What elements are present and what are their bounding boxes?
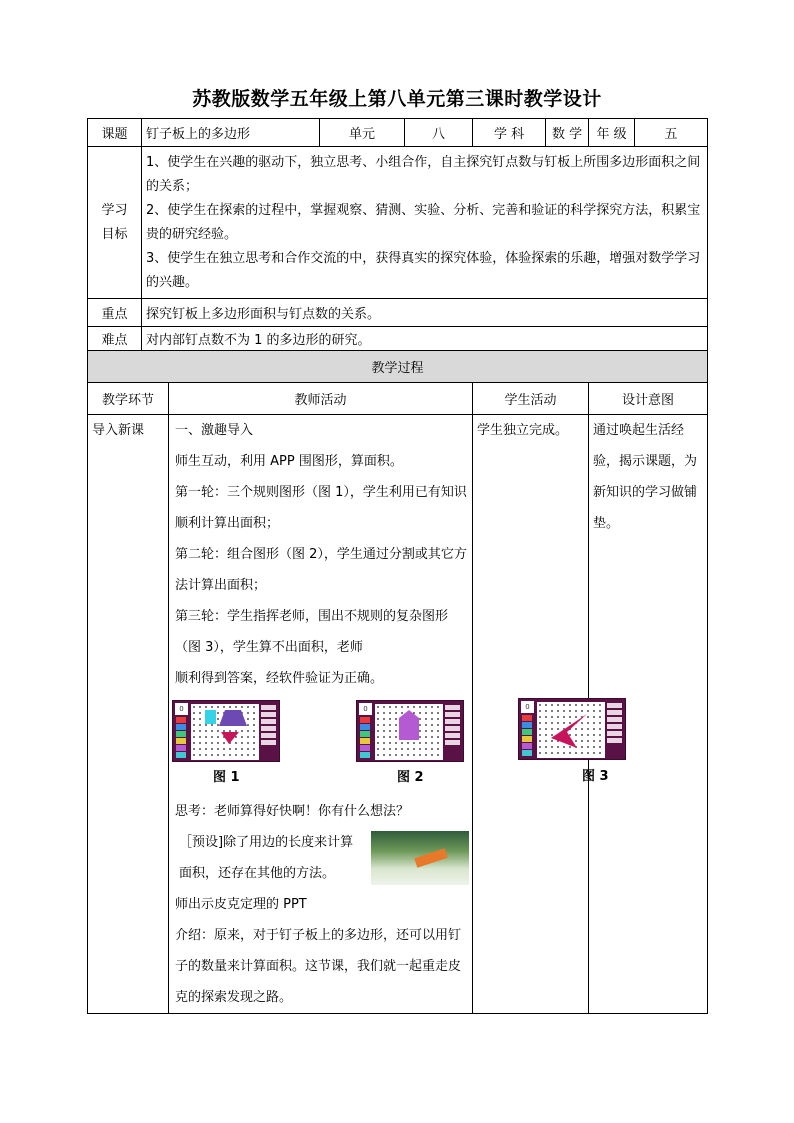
side-buttons xyxy=(445,705,460,747)
student-activity: 学生独立完成。 0 xyxy=(473,415,589,1014)
figure-caption-1: 图 1 xyxy=(213,770,240,785)
color-palette xyxy=(522,715,534,757)
app-screenshot-1 xyxy=(172,700,280,762)
lesson-plan-table xyxy=(87,118,708,1014)
difficulty-label: 难点 xyxy=(88,327,142,351)
objectives-label: 学习 目标 xyxy=(88,147,142,299)
col-teacher: 教师活动 xyxy=(169,383,473,415)
key-point-row xyxy=(88,299,708,327)
shapes-figure-2 xyxy=(375,704,443,760)
count-display: 0 xyxy=(521,701,534,713)
col-stage: 教学环节 xyxy=(88,383,169,415)
design-intent: 通过唤起生活经验，揭示课题，为新知识的学习做铺垫。 xyxy=(589,415,708,1014)
subject-value: 数 学 xyxy=(546,119,589,147)
figure-row xyxy=(175,694,469,796)
teacher-intro2: 介绍：原来，对于钉子板上的多边形，还可以用钉子的数量来计算面积。这节课，我们就一起重走皮克的探索发现之路。 xyxy=(175,928,462,1005)
geoboard xyxy=(537,702,605,758)
color-palette xyxy=(360,717,372,759)
objective-item: 3、使学生在独立思考和合作交流的中，获得真实的探究体验，体验探索的乐趣，增强对数学学习的兴趣。 xyxy=(146,250,701,290)
count-display: 0 xyxy=(359,703,372,715)
key-point-text: 探究钉板上多边形面积与钉点数的关系。 xyxy=(142,299,708,327)
objectives-text xyxy=(142,147,708,299)
intro-row xyxy=(88,415,708,1014)
process-header-row xyxy=(88,351,708,383)
teacher-round2: 第二轮：组合图形（图 2），学生通过分割或其它方法计算出面积； xyxy=(175,547,467,593)
app-screenshot-2 xyxy=(356,700,464,762)
difficulty-row xyxy=(88,327,708,351)
subject-label: 学 科 xyxy=(473,119,546,147)
grade-value: 五 xyxy=(635,119,708,147)
course-label: 课题 xyxy=(88,119,142,147)
shapes-figure-3 xyxy=(537,702,605,758)
geoboard xyxy=(375,704,443,760)
teacher-think: 思考：老师算得好快啊！你有什么想法？ xyxy=(175,804,410,819)
col-student: 学生活动 xyxy=(473,383,589,415)
unit-value: 八 xyxy=(405,119,473,147)
geoboard xyxy=(191,704,259,760)
teacher-round1: 第一轮：三个规则图形（图 1），学生利用已有知识顺利计算出面积； xyxy=(175,485,467,531)
teacher-activity xyxy=(169,415,473,1014)
info-row xyxy=(88,119,708,147)
figure-caption-3: 图 3 xyxy=(582,769,609,784)
teacher-intro: 师生互动，利用 APP 围图形，算面积。 xyxy=(175,454,403,469)
stage-cell: 导入新课 xyxy=(88,415,169,1014)
side-buttons xyxy=(261,705,276,747)
teacher-heading: 一、激趣导入 xyxy=(175,423,254,438)
color-palette xyxy=(176,717,188,759)
app-screenshot-3 xyxy=(518,698,626,760)
key-point-label: 重点 xyxy=(88,299,142,327)
objective-item: 2、使学生在探索的过程中，掌握观察、猜测、实验、分析、完善和验证的科学探究方法，积累宝贵的研究经验。 xyxy=(146,202,701,242)
course-value: 钉子板上的多边形 xyxy=(142,119,320,147)
process-header: 教学过程 xyxy=(88,351,708,383)
grade-label: 年 级 xyxy=(589,119,635,147)
teacher-round3: 第三轮：学生指挥老师，围出不规则的复杂图形（图 3），学生算不出面积，老师 xyxy=(175,609,449,655)
shapes-figure-1 xyxy=(191,704,259,760)
teacher-round3b: 顺利得到答案，经软件验证为正确。 xyxy=(175,671,384,686)
col-intent: 设计意图 xyxy=(589,383,708,415)
difficulty-text: 对内部钉点数不为 1 的多边形的研究。 xyxy=(142,327,708,351)
side-buttons xyxy=(607,703,622,745)
objective-item: 1、使学生在兴趣的驱动下，独立思考、小组合作，自主探究钉点数与钉板上所围多边形面积之间的关系； xyxy=(146,154,701,194)
count-display: 0 xyxy=(175,703,188,715)
teacher-preset: ［预设]除了用边的长度来计算面积，还存在其他的方法。 xyxy=(175,827,469,889)
teacher-ppt: 师出示皮克定理的 PPT xyxy=(175,897,307,912)
page-title: 苏教版数学五年级上第八单元第三课时教学设计 xyxy=(192,88,602,110)
objectives-row xyxy=(88,147,708,299)
ppt-thumbnail xyxy=(371,831,469,885)
column-header-row xyxy=(88,383,708,415)
figure-caption-2: 图 2 xyxy=(397,770,424,785)
unit-label: 单元 xyxy=(320,119,405,147)
